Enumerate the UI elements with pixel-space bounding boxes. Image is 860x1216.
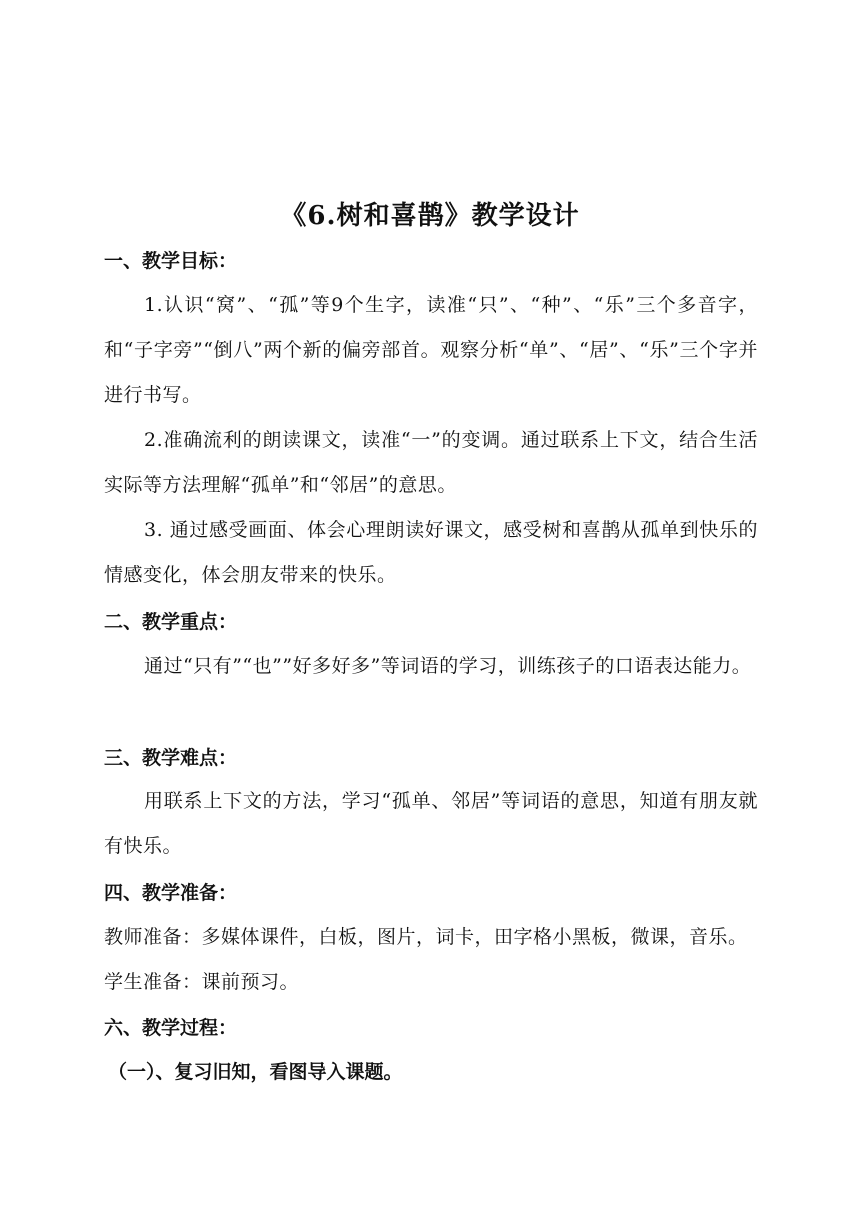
section-heading-goals: 一、教学目标： [104,250,238,272]
section-heading-key-points: 二、教学重点： [104,611,238,633]
goal-item-3: 3. 通过感受画面、体会心理朗读好课文，感受树和喜鹊从孤单到快乐的情感变化，体会朋友带来的快乐。 [104,519,758,586]
section-heading-difficulties: 三、教学难点： [104,747,238,769]
student-preparation: 学生准备：课前预习。 [104,971,300,993]
key-points-text: 通过“只有”“也””好多好多”等词语的学习，训练孩子的口语表达能力。 [144,655,752,677]
goal-item-1: 1.认识“窝”、“孤”等9个生字，读准“只”、“种”、“乐”三个多音字，和“子字旁”“倒八”两个新的偏旁部首。观察分析“单”、“居”、“乐”三个字并进行书写。 [104,294,758,406]
document-title: 《6.树和喜鹊》教学设计 [280,201,580,231]
process-step-1: （一）、复习旧知，看图导入课题。 [108,1061,403,1083]
section-heading-process: 六、教学过程： [104,1017,238,1039]
difficulties-text: 用联系上下文的方法，学习“孤单、邻居”等词语的意思，知道有朋友就有快乐。 [104,790,758,857]
goal-item-2: 2.准确流利的朗读课文，读准“一”的变调。通过联系上下文，结合生活实际等方法理解“孤单”和“邻居”的意思。 [104,429,758,496]
section-heading-preparation: 四、教学准备： [104,882,238,904]
teacher-preparation: 教师准备：多媒体课件，白板，图片，词卡，田字格小黑板，微课，音乐。 [104,926,748,948]
